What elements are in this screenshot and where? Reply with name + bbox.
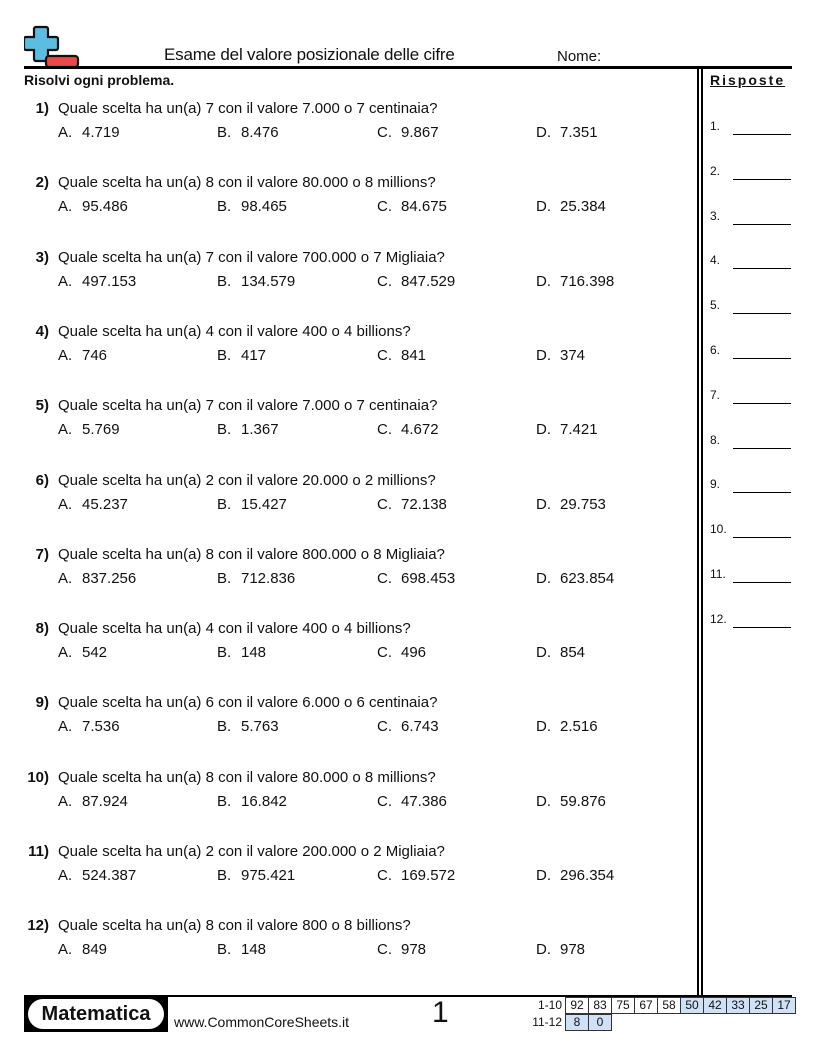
choice-value: 374 [560,346,586,364]
choice-letter: C. [377,718,392,736]
problem-text: Quale scelta ha un(a) 2 con il valore 200.000 o 2 Migliaia? [58,843,445,860]
answer-choice[interactable] [536,941,585,958]
score-cell: 67 [635,998,658,1014]
choice-value: 84.675 [401,198,447,216]
answer-blank[interactable] [733,268,791,269]
choice-value: 148 [241,644,267,662]
choice-value: 698.453 [401,569,456,587]
choice-value: 849 [82,941,108,959]
choice-letter: D. [536,124,551,141]
answer-choice[interactable] [58,570,136,587]
answer-row [710,611,794,628]
choice-letter: B. [217,124,232,141]
choice-letter: B. [217,421,232,439]
answer-number: 6. [710,343,721,357]
brand-label: Matematica [28,999,164,1029]
problem-number: 5) [35,397,49,415]
problem-text: Quale scelta ha un(a) 7 con il valore 7.000 o 7 centinaia? [58,100,438,117]
answer-number: 3. [710,208,721,223]
answer-choice[interactable] [536,867,614,884]
answer-choice[interactable] [377,570,455,587]
choice-letter: C. [377,198,392,216]
choice-letter: C. [377,867,392,884]
answer-choice[interactable] [536,570,614,587]
answer-number: 4. [710,253,721,268]
problem-text: Quale scelta ha un(a) 8 con il valore 800 o 8 billions? [58,917,411,935]
choice-letter: D. [536,941,551,959]
answer-number: 10. [710,522,727,537]
answer-choice[interactable] [58,793,128,810]
problem-number: 2) [35,174,49,192]
choice-value: 148 [241,941,267,959]
choice-letter: C. [377,569,392,587]
answer-choice[interactable] [58,347,107,364]
score-cell: 17 [773,998,796,1014]
answer-row [710,387,794,404]
choice-letter: A. [58,124,73,141]
answer-choice[interactable] [217,570,295,587]
answer-choice[interactable] [217,867,295,884]
answer-row [710,524,794,538]
column-divider [701,68,703,996]
score-cell: 25 [750,998,773,1014]
choice-value: 98.465 [241,198,287,216]
problem-item [0,323,690,373]
name-label: Nome: [557,48,602,65]
score-cell: 92 [566,998,589,1014]
instructions: Risolvi ogni problema. [24,72,175,88]
answer-blank[interactable] [733,537,791,538]
choice-letter: C. [377,941,392,959]
choice-letter: D. [536,867,551,884]
answers-title: Risposte [710,72,786,88]
choice-letter: A. [58,495,73,513]
answer-blank[interactable] [733,313,791,314]
problem-number: 8) [35,620,49,638]
answer-choice[interactable] [536,496,606,513]
problem-item [0,174,690,224]
score-cell: 58 [658,998,681,1014]
answer-choice[interactable] [377,644,426,661]
answer-choice[interactable] [58,718,120,735]
choice-letter: D. [536,198,551,216]
choice-letter: A. [58,941,73,959]
choice-letter: B. [217,569,232,587]
answer-choice[interactable] [536,718,598,735]
problem-item [0,249,690,299]
score-row [565,1014,612,1031]
answer-row [710,121,794,135]
problem-number: 6) [35,471,49,489]
choice-value: 296.354 [560,867,615,884]
site-url: www.CommonCoreSheets.it [174,1014,350,1030]
choice-value: 978 [401,941,427,959]
answer-choice[interactable] [58,941,107,958]
choice-value: 15.427 [241,495,287,513]
column-divider [697,68,699,996]
answer-choice[interactable] [217,941,266,958]
answer-choice[interactable] [377,273,455,290]
problem-item [0,694,690,744]
problem-number: 9) [35,694,49,712]
choice-value: 59.876 [560,792,606,810]
answer-choice[interactable] [217,644,266,661]
answer-choice[interactable] [536,198,606,215]
choice-letter: D. [536,792,551,810]
score-row-label: 11-12 [532,1015,562,1029]
problem-item [0,546,690,596]
choice-letter: B. [217,346,232,364]
choice-letter: D. [536,346,551,364]
answer-blank[interactable] [733,134,791,135]
choice-value: 712.836 [241,569,296,587]
problem-number: 1) [35,100,49,117]
answer-blank[interactable] [733,492,791,493]
choice-letter: A. [58,867,73,884]
choice-value: 2.516 [560,718,598,736]
answer-row [710,255,794,269]
answer-choice[interactable] [217,124,279,141]
choice-value: 716.398 [560,272,615,290]
problem-item [0,843,690,893]
answer-row [710,163,794,180]
choice-letter: B. [217,941,232,959]
answer-choice[interactable] [377,124,439,141]
answer-blank[interactable] [733,627,791,628]
choice-value: 95.486 [82,198,128,216]
choice-letter: C. [377,792,392,810]
answer-number: 12. [710,611,727,626]
plus-minus-logo-icon [24,25,80,69]
answer-choice[interactable] [536,124,598,141]
page-number: 1 [432,996,449,1029]
choice-value: 5.763 [241,718,279,736]
answer-choice[interactable] [58,644,107,661]
choice-value: 497.153 [82,272,137,290]
score-cell: 0 [589,1015,612,1031]
choice-letter: C. [377,421,392,439]
choice-letter: B. [217,867,232,884]
choice-letter: D. [536,569,551,587]
problem-item [0,472,690,522]
problem-text: Quale scelta ha un(a) 8 con il valore 800.000 o 8 Migliaia? [58,545,445,563]
choice-value: 978 [560,941,586,959]
score-cell: 83 [589,998,612,1014]
answer-choice[interactable] [217,198,287,215]
choice-letter: B. [217,495,232,513]
answer-choice[interactable] [536,644,585,661]
score-cell: 33 [727,998,750,1014]
choice-letter: C. [377,272,392,290]
choice-value: 8.476 [241,124,279,141]
answer-choice[interactable] [58,496,128,513]
answer-choice[interactable] [58,421,120,438]
answer-row [710,569,794,583]
answer-choice[interactable] [536,273,614,290]
problem-item [0,397,690,447]
choice-value: 496 [401,644,427,662]
answer-choice[interactable] [58,273,136,290]
choice-value: 72.138 [401,495,447,513]
answer-choice[interactable] [58,198,128,215]
answer-number: 5. [710,298,721,313]
answer-choice[interactable] [377,941,426,958]
choice-letter: A. [58,272,73,290]
answer-blank[interactable] [733,582,791,583]
choice-letter: D. [536,718,551,736]
score-cell: 50 [681,998,704,1014]
problem-item [0,100,690,150]
answer-blank[interactable] [733,224,791,225]
choice-value: 7.536 [82,718,120,736]
choice-value: 524.387 [82,867,137,884]
choice-letter: D. [536,644,551,662]
answer-choice[interactable] [58,124,120,141]
choice-value: 29.753 [560,495,606,513]
choice-letter: A. [58,421,73,439]
problem-number: 12) [27,917,49,935]
problem-text: Quale scelta ha un(a) 7 con il valore 700.000 o 7 Migliaia? [58,248,445,266]
choice-letter: B. [217,272,232,290]
answer-choice[interactable] [536,793,606,810]
score-cell: 8 [566,1015,589,1031]
answer-blank[interactable] [733,179,791,180]
answer-choice[interactable] [377,347,426,364]
choice-value: 47.386 [401,792,447,810]
header-divider [24,66,792,69]
answer-number: 8. [710,432,721,447]
choice-value: 4.672 [401,421,439,439]
answer-row [710,300,794,314]
answer-choice[interactable] [377,867,455,884]
answer-blank[interactable] [733,448,791,449]
choice-value: 6.743 [401,718,439,736]
score-cell: 42 [704,998,727,1014]
choice-value: 542 [82,644,108,662]
page-title: Esame del valore posizionale delle cifre [164,45,455,64]
answer-choice[interactable] [377,496,447,513]
choice-value: 7.351 [560,124,598,141]
choice-letter: C. [377,644,392,662]
choice-letter: B. [217,644,232,662]
problem-number: 3) [35,248,49,266]
choice-value: 9.867 [401,124,439,141]
choice-value: 1.367 [241,421,279,439]
answer-choice[interactable] [217,793,287,810]
choice-value: 847.529 [401,272,456,290]
problem-text: Quale scelta ha un(a) 7 con il valore 7.000 o 7 centinaia? [58,397,438,415]
answer-blank[interactable] [733,358,791,359]
problem-number: 4) [35,322,49,340]
choice-letter: A. [58,569,73,587]
problem-number: 11) [28,843,49,860]
choice-letter: A. [58,644,73,662]
choice-letter: A. [58,792,73,810]
score-row-label: 1-10 [537,998,562,1012]
answer-number: 7. [710,387,721,402]
choice-value: 45.237 [82,495,128,513]
score-cell: 75 [612,998,635,1014]
answer-row [710,345,794,359]
problem-item [0,917,690,967]
answer-row [710,479,794,493]
answer-choice[interactable] [377,793,447,810]
choice-value: 854 [560,644,586,662]
choice-letter: A. [58,198,73,216]
answer-number: 11. [710,567,726,581]
answer-number: 2. [710,163,721,178]
answer-blank[interactable] [733,403,791,404]
answer-choice[interactable] [217,421,279,438]
choice-value: 169.572 [401,867,456,884]
choice-letter: D. [536,495,551,513]
choice-value: 417 [241,346,267,364]
choice-letter: C. [377,346,392,364]
choice-letter: B. [217,198,232,216]
choice-letter: D. [536,421,551,439]
choice-value: 623.854 [560,569,615,587]
score-row [565,997,796,1014]
choice-letter: C. [377,124,392,141]
problem-text: Quale scelta ha un(a) 4 con il valore 400 o 4 billions? [58,322,411,340]
answer-choice[interactable] [377,421,439,438]
answer-choice[interactable] [377,718,439,735]
answer-choice[interactable] [217,718,279,735]
choice-value: 134.579 [241,272,296,290]
choice-letter: A. [58,718,73,736]
choice-value: 16.842 [241,792,287,810]
problem-text: Quale scelta ha un(a) 6 con il valore 6.000 o 6 centinaia? [58,694,438,712]
choice-value: 841 [401,346,427,364]
answer-choice[interactable] [217,347,266,364]
choice-letter: C. [377,495,392,513]
choice-value: 746 [82,346,108,364]
answer-choice[interactable] [536,421,598,438]
answer-number: 1. [710,119,721,133]
choice-letter: A. [58,346,73,364]
answer-number: 9. [710,477,721,492]
answer-choice[interactable] [536,347,585,364]
choice-value: 837.256 [82,569,137,587]
problem-number: 10) [27,768,49,786]
problem-text: Quale scelta ha un(a) 8 con il valore 80.000 o 8 millions? [58,174,436,192]
problem-text: Quale scelta ha un(a) 2 con il valore 20.000 o 2 millions? [58,471,436,489]
choice-value: 4.719 [82,124,120,141]
answer-choice[interactable] [217,273,295,290]
answer-row [710,208,794,225]
problem-text: Quale scelta ha un(a) 4 con il valore 400 o 4 billions? [58,620,411,638]
choice-value: 87.924 [82,792,128,810]
answer-choice[interactable] [58,867,136,884]
choice-value: 975.421 [241,867,296,884]
choice-letter: D. [536,272,551,290]
problem-text: Quale scelta ha un(a) 8 con il valore 80.000 o 8 millions? [58,768,436,786]
choice-value: 7.421 [560,421,598,439]
choice-letter: B. [217,792,232,810]
answer-row [710,432,794,449]
answer-choice[interactable] [377,198,447,215]
problem-item [0,769,690,819]
problem-item [0,620,690,670]
choice-letter: B. [217,718,232,736]
answer-choice[interactable] [217,496,287,513]
choice-value: 25.384 [560,198,606,216]
problem-number: 7) [35,545,49,563]
choice-value: 5.769 [82,421,120,439]
